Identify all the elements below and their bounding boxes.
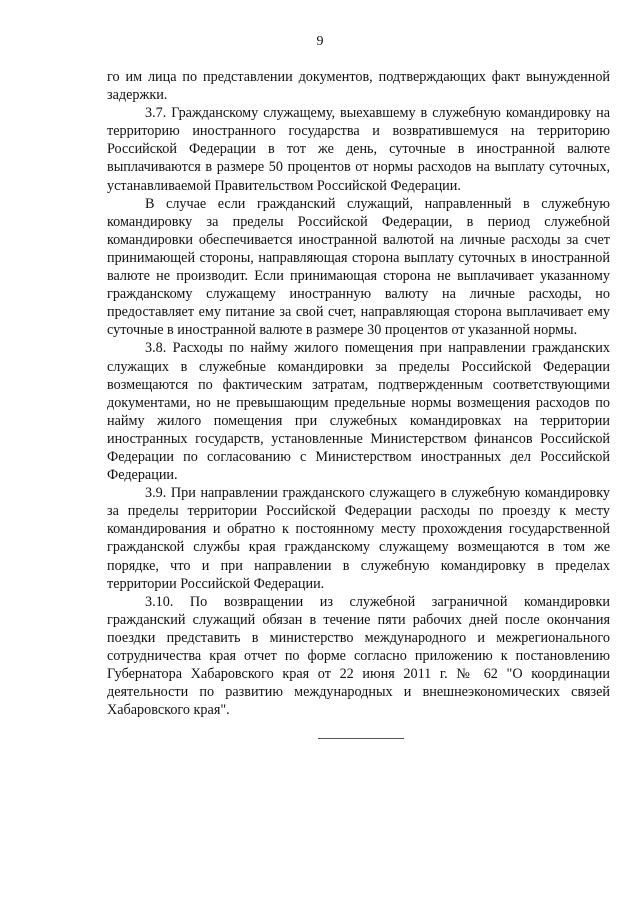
paragraph-3-8: 3.8. Расходы по найму жилого помещения при направлении гражданских служащих в служебные командировки за пределы Российской Федерации возмещаются по фактическим затратам, подтвержденным соответствующими документами, но не превышающим предельные нормы возмещения расходов по найму жилого помещения при служебных командировках на территории иностранных государств, установленные Министерством финансов Российской Федерации по согласованию с Министерством иностранных дел Российской Федерации.: [107, 340, 610, 484]
end-of-document-rule: [318, 738, 404, 739]
document-body: [107, 68, 610, 719]
paragraph-3-9: 3.9. При направлении гражданского служащего в служебную командировку за пределы территории Российской Федерации расходы по проезду к месту командирования и обратно к постоянному месту прохождения государственной гражданской службы края гражданскому служащему возмещаются в том же порядке, что и при направлении в служебную командировку в пределах территории Российской Федерации.: [107, 485, 610, 592]
paragraph-3-7: 3.7. Гражданскому служащему, выехавшему в служебную командировку на территорию иностранного государства и возвратившемуся на территорию Российской Федерации в тот же день, суточные в иностранной валюте выплачиваются в размере 50 процентов от нормы расходов на выплату суточных, устанавливаемой Правительством Российской Федерации.: [107, 105, 610, 194]
paragraph-continuation: го им лица по представлении документов, подтверждающих факт вынужденной задержки.: [107, 69, 610, 104]
page-number: 9: [316, 34, 324, 49]
paragraph-3-7-foreign-currency: В случае если гражданский служащий, направленный в служебную командировку за пределы Российской Федерации, в период служебной командировки обеспечивается иностранной валютой на личные расходы за счет принимающей стороны, направляющая сторона выплату суточных в иностранной валюте не производит. Если принимающая сторона не выплачивает указанному гражданскому служащему иностранную валюту на личные расходы, но предоставляет ему питание за свой счет, направляющая сторона выплачивает ему суточные в иностранной валюте в размере 30 процентов от указанной нормы.: [107, 195, 610, 339]
paragraph-3-10: 3.10. По возвращении из служебной заграничной командировки гражданский служащий обязан в течение пяти рабочих дней после окончания поездки представить в министерство международного и межрегионального сотрудничества края отчет по форме согласно приложению к постановлению Губернатора Хабаровского края от 22 июня 2011 г. № 62 "О координации деятельности по развитию международных и внешнеэкономических связей Хабаровского края".: [107, 593, 610, 719]
